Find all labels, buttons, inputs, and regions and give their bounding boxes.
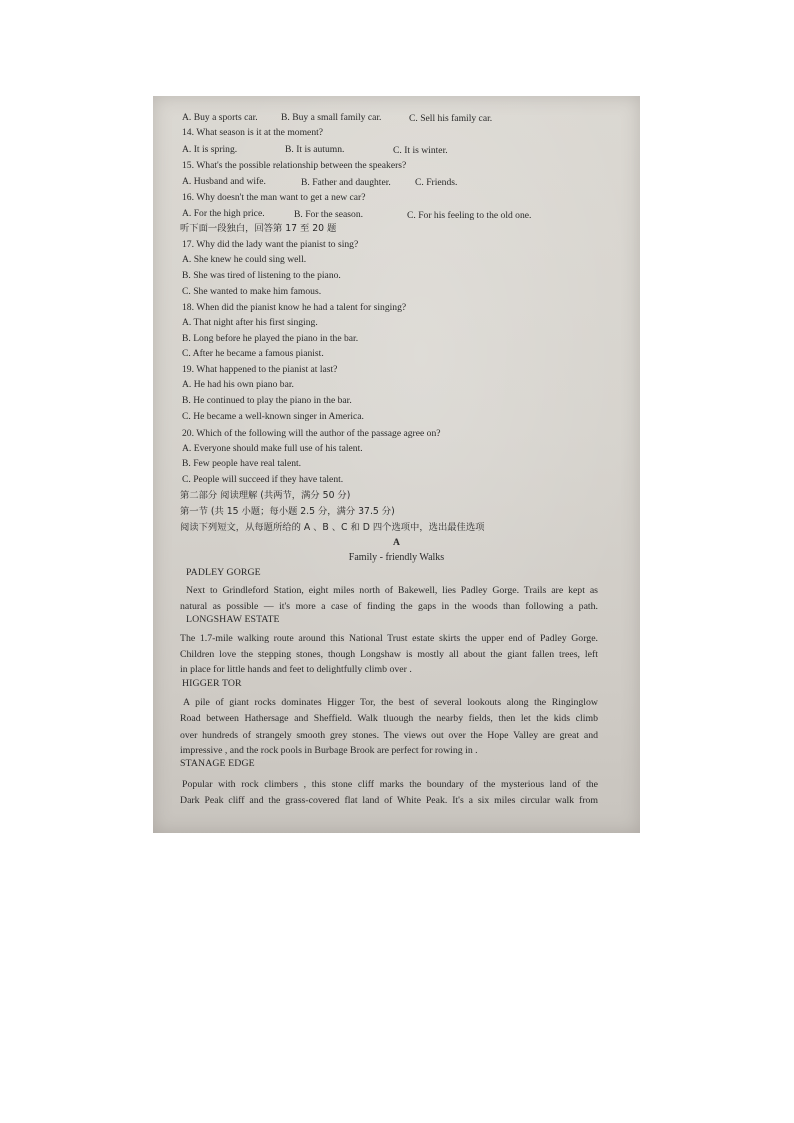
paragraph-line: in place for little hands and feet to delightfully climb over . <box>180 664 412 675</box>
q20-option-a: A. Everyone should make full use of his talent. <box>182 443 363 454</box>
q20-stem: 20. Which of the following will the author of the passage agree on? <box>182 428 441 439</box>
paragraph-line: Children love the stepping stones, though Longshaw is mostly all about the giant fallen trees, left <box>180 649 598 660</box>
walk-heading-stanage-edge: STANAGE EDGE <box>180 758 255 769</box>
q18-stem: 18. When did the pianist know he had a talent for singing? <box>182 302 407 313</box>
scanned-exam-photo <box>153 96 640 833</box>
q13-option-b: B. Buy a small family car. <box>281 112 382 123</box>
q18-option-a: A. That night after his first singing. <box>182 317 318 328</box>
q14-stem: 14. What season is it at the moment? <box>182 127 324 138</box>
q15-option-a: A. Husband and wife. <box>182 176 266 187</box>
q13-option-a: A. Buy a sports car. <box>182 112 258 123</box>
passage-label: A <box>393 537 400 548</box>
passage-title: Family - friendly Walks <box>348 552 445 563</box>
q16-stem: 16. Why doesn't the man want to get a new car? <box>182 192 366 203</box>
q19-option-b: B. He continued to play the piano in the bar. <box>182 395 352 406</box>
q19-option-c: C. He became a well-known singer in America. <box>182 411 364 422</box>
paragraph-line: Dark Peak cliff and the grass-covered flat land of White Peak. It's a six miles circular walk from <box>180 795 598 806</box>
q20-option-b: B. Few people have real talent. <box>182 458 302 469</box>
q16-option-b: B. For the season. <box>294 209 364 220</box>
q14-option-a: A. It is spring. <box>182 144 238 155</box>
paragraph-line: Road between Hathersage and Sheffield. Walk tluough the nearby fields, then let the kids climb <box>180 713 598 724</box>
paragraph-line: Popular with rock climbers , this stone cliff marks the boundary of the mysterious land of the <box>182 779 598 790</box>
q16-option-a: A. For the high price. <box>182 208 265 219</box>
paragraph-line: The 1.7-mile walking route around this National Trust estate skirts the upper end of Padley Gorge. <box>180 633 598 644</box>
paragraph-line: natural as possible — it's more a case of finding the gaps in the woods than following a path. <box>180 601 598 612</box>
paragraph-line: A pile of giant rocks dominates Higger Tor, the best of several lookouts along the Ringinglow <box>183 697 598 708</box>
q17-option-c: C. She wanted to make him famous. <box>182 286 322 297</box>
q17-stem: 17. Why did the lady want the pianist to sing? <box>182 239 359 250</box>
q16-option-c: C. For his feeling to the old one. <box>407 210 532 221</box>
paragraph-line: Next to Grindleford Station, eight miles north of Bakewell, lies Padley Gorge. Trails are kept as <box>186 585 598 596</box>
paragraph-line: impressive , and the rock pools in Burbage Brook are perfect for rowing in . <box>180 745 478 756</box>
q15-stem: 15. What's the possible relationship between the speakers? <box>182 160 407 171</box>
part-two-heading: 第二部分 阅读理解 (共两节，满分 50 分) <box>180 490 351 501</box>
q15-option-b: B. Father and daughter. <box>301 177 391 188</box>
q15-option-c: C. Friends. <box>415 177 458 188</box>
q13-option-c: C. Sell his family car. <box>409 113 493 124</box>
q14-option-b: B. It is autumn. <box>285 144 345 155</box>
q18-option-c: C. After he became a famous pianist. <box>182 348 324 359</box>
q14-option-c: C. It is winter. <box>393 145 448 156</box>
paragraph-line: over hundreds of strangely smooth grey stones. The views out over the Hope Valley are great and <box>180 730 598 741</box>
walk-heading-higger-tor: HIGGER TOR <box>182 678 242 689</box>
reading-instruction: 阅读下列短文，从每题所给的 A 、B 、C 和 D 四个选项中，选出最佳选项 <box>180 522 485 533</box>
q17-option-a: A. She knew he could sing well. <box>182 254 307 265</box>
walk-heading-padley-gorge: PADLEY GORGE <box>186 567 261 578</box>
q19-option-a: A. He had his own piano bar. <box>182 379 294 390</box>
q18-option-b: B. Long before he played the piano in the bar. <box>182 333 359 344</box>
q17-option-b: B. She was tired of listening to the piano. <box>182 270 341 281</box>
q19-stem: 19. What happened to the pianist at last? <box>182 364 338 375</box>
walk-heading-longshaw-estate: LONGSHAW ESTATE <box>186 614 280 625</box>
monologue-instruction: 听下面一段独白，回答第 17 至 20 题 <box>180 223 337 234</box>
section-one-heading: 第一节 (共 15 小题；每小题 2.5 分，满分 37.5 分) <box>180 506 395 517</box>
q20-option-c: C. People will succeed if they have talent. <box>182 474 344 485</box>
